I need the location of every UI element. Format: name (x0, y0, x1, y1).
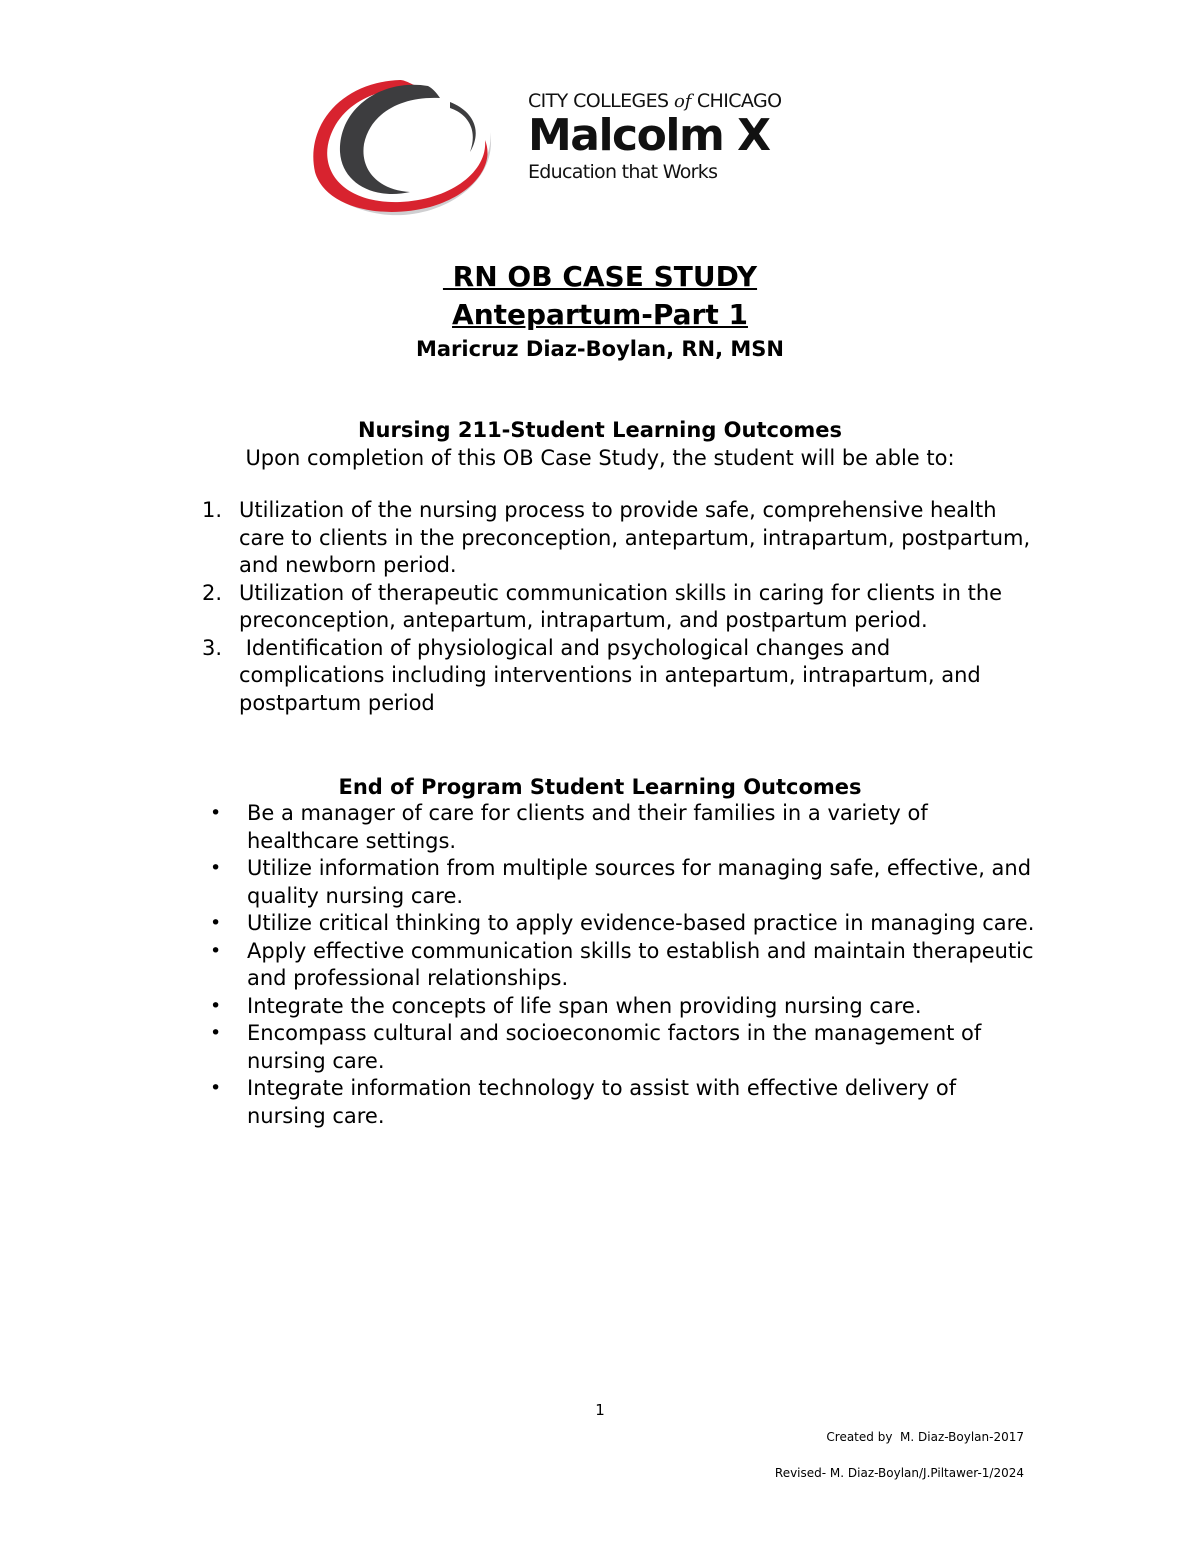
document-author: Maricruz Diaz-Boylan, RN, MSN (415, 337, 784, 361)
logo-college-name: Malcolm X (528, 110, 770, 161)
list-item (210, 800, 1040, 855)
bullet-icon: • (210, 1022, 222, 1044)
list-item (210, 1020, 1040, 1075)
section-intro: Upon completion of this OB Case Study, the student will be able to: (245, 446, 955, 470)
swoosh-logo-icon (300, 72, 500, 222)
list-item-text: Utilization of therapeutic communication skills in caring for clients in the preconception, antepartum, intrapartum, and postpartum period. (239, 580, 1003, 632)
logo-tagline: Education that Works (528, 161, 718, 183)
list-item-text: Utilize critical thinking to apply evidence-based practice in managing care. (247, 911, 1035, 935)
document-header (0, 258, 1200, 364)
program-outcomes-bullet-list (210, 800, 1040, 1130)
list-item (202, 580, 1042, 635)
logo-text (528, 90, 781, 183)
list-item-text: Utilization of the nursing process to provide safe, comprehensive health care to clients in the preconception, antepartum, intrapartum, postpartum, and newborn period. (239, 498, 1031, 577)
bullet-icon: • (210, 857, 222, 879)
document-subtitle: Antepartum-Part 1 (452, 298, 748, 331)
bullet-icon: • (210, 802, 222, 824)
list-item (210, 1075, 1040, 1130)
list-item-text: Integrate information technology to assist with effective delivery of nursing care. (247, 1076, 957, 1128)
list-item (210, 855, 1040, 910)
list-item-number: 2. (202, 580, 223, 605)
page-number: 1 (595, 1401, 605, 1419)
list-item-text: Identification of physiological and psychological changes and complications including interventions in antepartum, intrapartum, and postpartum period (239, 635, 988, 715)
list-item-number: 1. (202, 498, 223, 522)
footer-revised: Revised- M. Diaz-Boylan/J.Piltawer-1/2024 (774, 1466, 1024, 1480)
list-item-text: Be a manager of care for clients and their families in a variety of healthcare settings. (247, 801, 928, 853)
bullet-icon: • (210, 994, 222, 1017)
list-item (210, 993, 1040, 1021)
footer-created: Created by M. Diaz-Boylan-2017 (826, 1430, 1024, 1444)
list-item-text: Utilize information from multiple sources for managing safe, effective, and quality nursing care. (247, 856, 1032, 908)
section-heading-nursing-211: Nursing 211-Student Learning Outcomes (357, 418, 843, 442)
bullet-icon: • (210, 939, 222, 962)
list-item (210, 910, 1040, 938)
document-title: RN OB CASE STUDY (442, 260, 758, 293)
bullet-icon: • (210, 1077, 222, 1099)
list-item (202, 497, 1042, 580)
college-logo (300, 72, 840, 222)
list-item (202, 635, 1042, 718)
logo-org-line: CITY COLLEGES of CHICAGO (528, 90, 782, 112)
list-item-text: Integrate the concepts of life span when providing nursing care. (247, 993, 922, 1018)
bullet-icon: • (210, 912, 222, 934)
outcomes-numbered-list (202, 497, 1042, 717)
list-item-text: Apply effective communication skills to establish and maintain therapeutic and professional relationships. (247, 938, 1034, 990)
list-item (210, 938, 1040, 993)
section-heading-end-of-program: End of Program Student Learning Outcomes (338, 775, 862, 799)
list-item-number: 3. (202, 635, 223, 660)
list-item-text: Encompass cultural and socioeconomic factors in the management of nursing care. (247, 1021, 982, 1073)
